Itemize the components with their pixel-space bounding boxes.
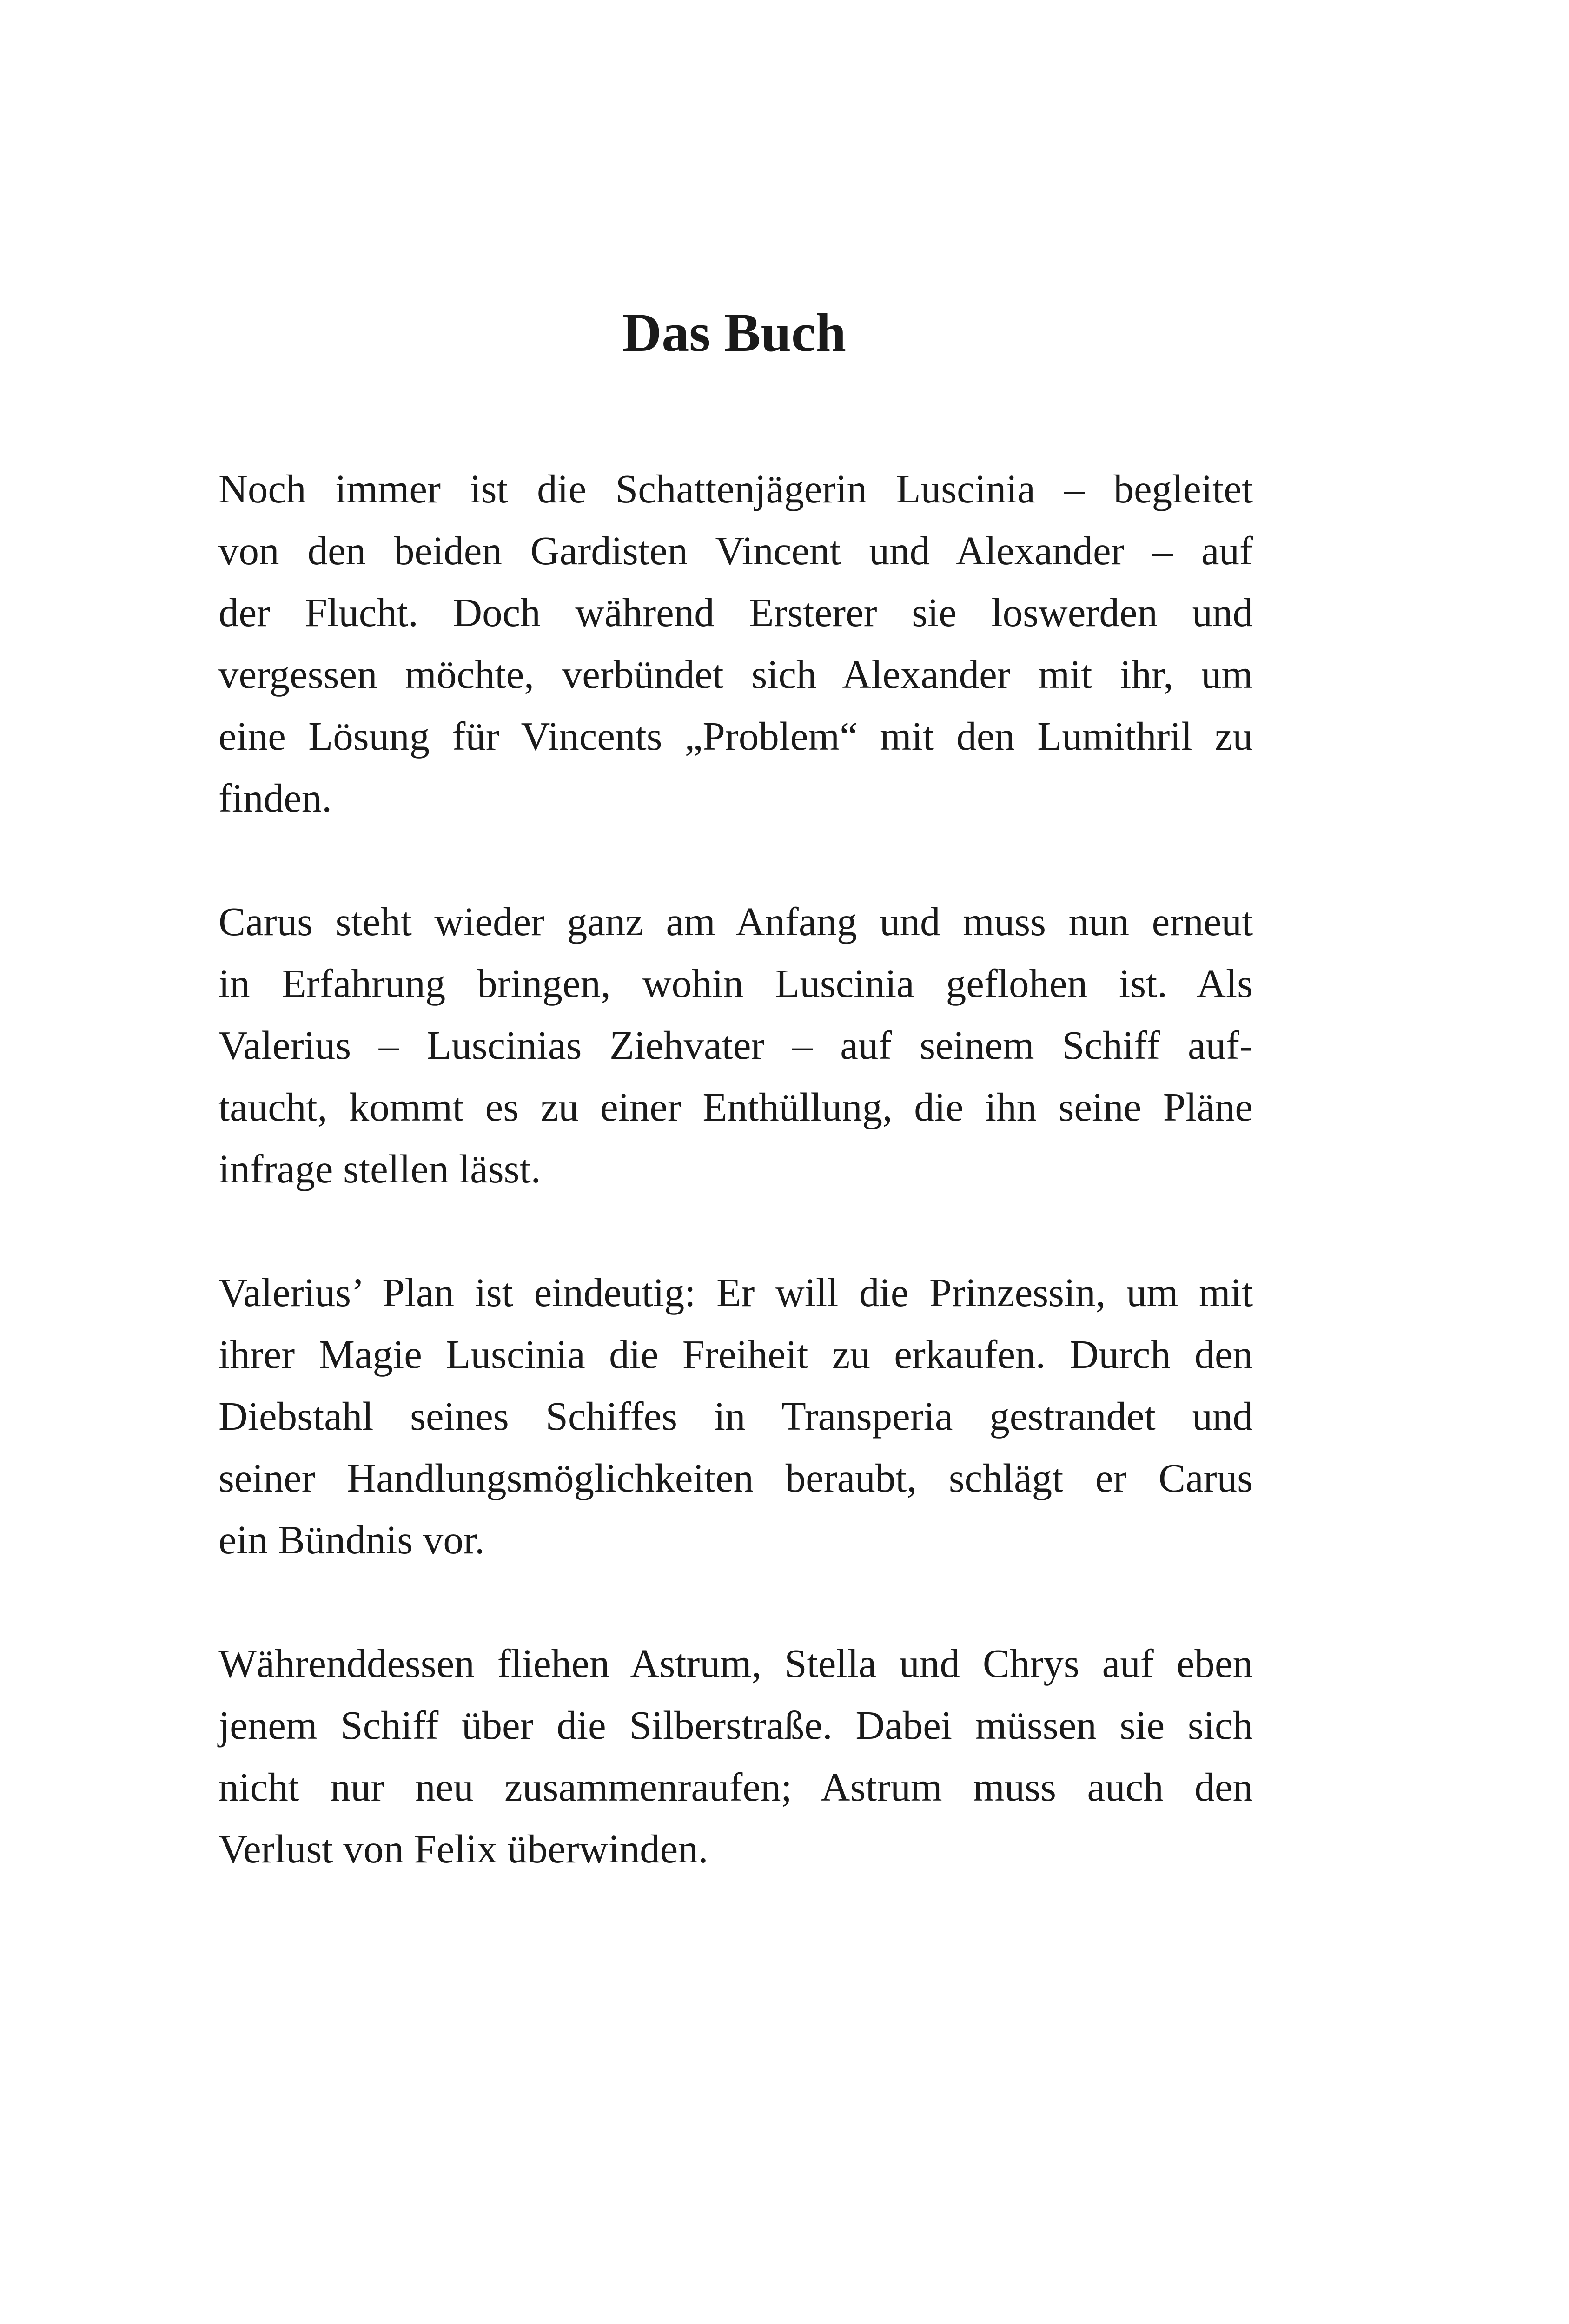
body-text	[218, 458, 1253, 1941]
text-line: ein Bündnis vor.	[218, 1517, 485, 1562]
paragraph-2	[218, 891, 1253, 1200]
text-line: Valerius’ Plan ist eindeutig: Er will die Prinzessin, um mit	[218, 1270, 1253, 1315]
paragraph-1	[218, 458, 1253, 829]
paragraph-4	[218, 1632, 1253, 1880]
text-line: von den beiden Gardisten Vincent und Alexander – auf	[218, 528, 1253, 573]
page-title: Das Buch	[622, 302, 846, 363]
text-line: infrage stellen lässt.	[218, 1146, 541, 1191]
text-line: vergessen möchte, verbündet sich Alexander mit ihr, um	[218, 652, 1253, 697]
paragraph-3	[218, 1261, 1253, 1571]
text-line: finden.	[218, 775, 332, 820]
text-line: taucht, kommt es zu einer Enthüllung, die ihn seine Pläne	[218, 1084, 1253, 1129]
text-line: Diebstahl seines Schiffes in Transperia gestrandet und	[218, 1393, 1253, 1439]
text-line: Währenddessen fliehen Astrum, Stella und Chrys auf eben	[218, 1641, 1253, 1686]
text-line: in Erfahrung bringen, wohin Luscinia geflohen ist. Als	[218, 961, 1253, 1006]
text-line: Noch immer ist die Schattenjägerin Luscinia – begleitet	[218, 466, 1253, 511]
text-line: jenem Schiff über die Silberstraße. Dabei müssen sie sich	[218, 1703, 1253, 1748]
text-line: ihrer Magie Luscinia die Freiheit zu erkaufen. Durch den	[218, 1332, 1253, 1377]
text-line: seiner Handlungsmöglichkeiten beraubt, schlägt er Carus	[218, 1455, 1253, 1500]
text-line: der Flucht. Doch während Ersterer sie loswerden und	[218, 590, 1253, 635]
text-line: eine Lösung für Vincents „Problem“ mit den Lumithril zu	[218, 713, 1253, 759]
text-line: Valerius – Luscinias Ziehvater – auf seinem Schiff auf-	[218, 1023, 1253, 1068]
text-line: Carus steht wieder ganz am Anfang und muss nun erneut	[218, 899, 1253, 944]
text-line: Verlust von Felix überwinden.	[218, 1826, 708, 1871]
text-line: nicht nur neu zusammenraufen; Astrum muss auch den	[218, 1764, 1253, 1809]
